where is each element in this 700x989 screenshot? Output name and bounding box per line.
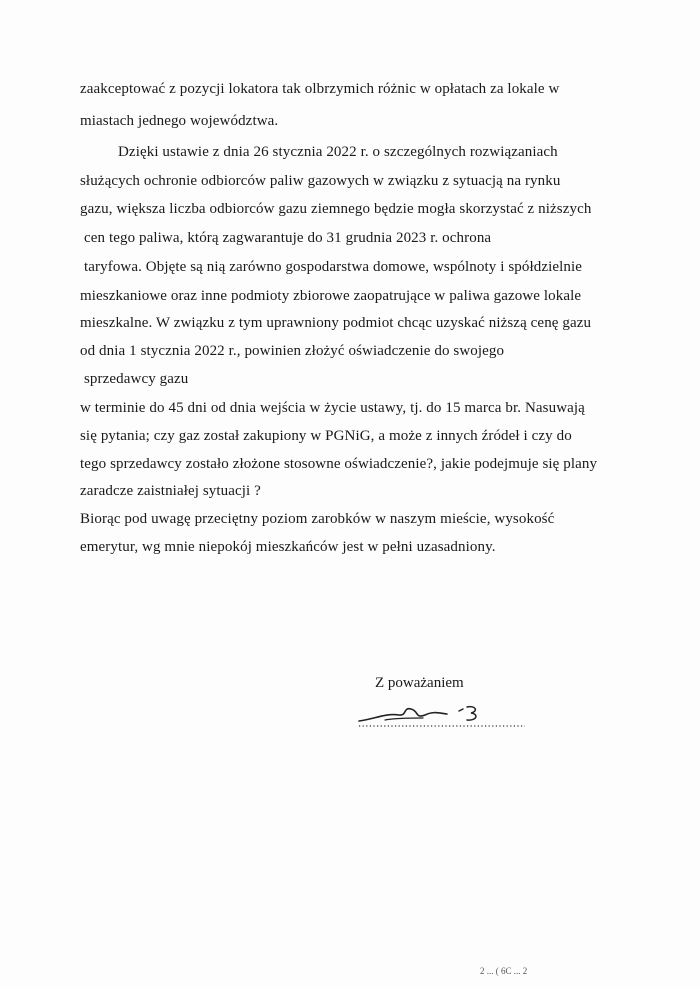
footer-stamp: 2 ... ( 6C ... 2 xyxy=(480,966,528,976)
body-line: od dnia 1 stycznia 2022 r., powinien złożyć oświadczenie do swojego xyxy=(80,343,505,359)
body-line: w terminie do 45 dni od dnia wejścia w życie ustawy, tj. do 15 marca br. Nasuwają xyxy=(80,400,585,416)
body-line: sprzedawcy gazu xyxy=(84,371,189,387)
body-line: taryfowa. Objęte są nią zarówno gospodarstwa domowe, wspólnoty i spółdzielnie xyxy=(84,259,582,275)
body-line: Biorąc pod uwagę przeciętny poziom zarobków w naszym mieście, wysokość xyxy=(80,511,555,527)
handwritten-signature xyxy=(355,699,535,729)
body-line: gazu, większa liczba odbiorców gazu ziemnego będzie mogła skorzystać z niższych xyxy=(80,201,592,217)
body-line: się pytania; czy gaz został zakupiony w PGNiG, a może z innych źródeł i czy do xyxy=(80,428,572,444)
body-line: zaradcze zaistniałej sytuacji ? xyxy=(80,483,261,499)
body-line: miastach jednego województwa. xyxy=(80,113,279,129)
closing-salutation: Z poważaniem xyxy=(375,675,464,691)
body-line: emerytur, wg mnie niepokój mieszkańców jest w pełni uzasadniony. xyxy=(80,539,496,555)
body-line: Dzięki ustawie z dnia 26 stycznia 2022 r. o szczególnych rozwiązaniach xyxy=(118,144,558,160)
body-line: mieszkaniowe oraz inne podmioty zbiorowe zaopatrujące w paliwa gazowe lokale xyxy=(80,288,582,304)
body-line: mieszkalne. W związku z tym uprawniony podmiot chcąc uzyskać niższą cenę gazu xyxy=(80,315,592,331)
body-line: cen tego paliwa, którą zagwarantuje do 31 grudnia 2023 r. ochrona xyxy=(84,230,492,246)
body-line: zaakceptować z pozycji lokatora tak olbrzymich różnic w opłatach za lokale w xyxy=(80,81,560,97)
body-line: tego sprzedawcy zostało złożone stosowne oświadczenie?, jakie podejmuje się plany xyxy=(80,456,598,472)
body-line: służących ochronie odbiorców paliw gazowych w związku z sytuacją na rynku xyxy=(80,173,561,189)
